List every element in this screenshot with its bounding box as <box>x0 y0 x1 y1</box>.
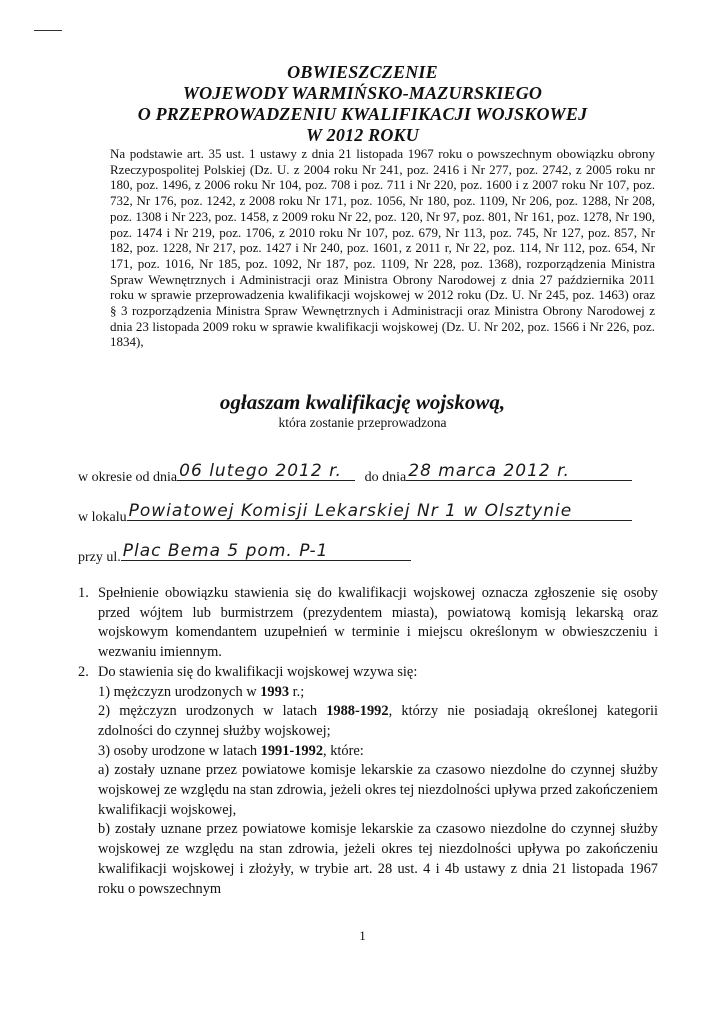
item-text: Spełnienie obowiązku stawienia się do kwalifikacji wojskowej oznacza zgłoszenie się osoby przed wójtem lub burmistrzem (prezydentem miasta), powiatową komisją lekarską oraz wojskowym komendantem uzupełnień w terminie i miejscu określonym w obwieszczeniu i wezwaniu imiennym. <box>98 585 658 661</box>
sub-item-text: , którzy nie posiadają określonej kategorii zdolności do czynnej służby wojskowej; <box>98 703 658 739</box>
legal-preamble <box>110 146 655 350</box>
street-row <box>78 542 411 567</box>
from-date-field <box>177 462 355 481</box>
sub-item-text: 1) mężczyzn urodzonych w <box>98 683 261 700</box>
location-value: Powiatowej Komisji Lekarskiej Nr 1 w Olsztynie <box>128 501 573 521</box>
sub-item-text: , które: <box>323 742 364 759</box>
street-label: przy ul. <box>78 550 121 565</box>
page-number: 1 <box>359 928 366 943</box>
sub-item-years: 1988-1992 <box>326 703 389 720</box>
to-label: do dnia <box>364 470 407 485</box>
item-number: 1. <box>78 585 89 601</box>
header-title: OBWIESZCZENIE <box>287 62 438 82</box>
announcement-title: ogłaszam kwalifikację wojskową, <box>219 390 506 414</box>
street-value: Plac Bema 5 pom. P-1 <box>122 541 329 561</box>
location-field <box>127 502 632 521</box>
announcement-subtitle: która zostanie przeprowadzona <box>278 415 447 430</box>
sub-item-year: 1993 <box>260 683 290 700</box>
location-row <box>78 502 632 527</box>
announcement <box>0 390 725 431</box>
item-number: 2. <box>78 663 89 680</box>
sub-item-years: 1991-1992 <box>260 742 324 759</box>
document-header <box>0 62 725 146</box>
location-label: w lokalu <box>78 510 127 525</box>
preamble-text: Na podstawie art. 35 ust. 1 ustawy z dnia 21 listopada 1967 roku o powszechnym obowiązku obrony Rzeczypospolitej Polskiej (Dz. U. z 2004 roku Nr 241, poz. 2416 i Nr 277, poz. 2742, z 2005 roku nr 180, poz. 1496, z 2006 roku Nr 104, poz. 708 i poz. 711 i Nr 220, poz. 1600 i z 2007 roku Nr 107, poz. 732, Nr 176, poz. 1242, z 2008 roku Nr 171, poz. 1056, Nr 180, poz. 1109, Nr 206, poz. 1288, Nr 208, poz. 1308 i Nr 223, poz. 1458, z 2009 roku Nr 22, poz. 120, Nr 97, poz. 801, Nr 161, poz. 1278, Nr 190, poz. 1474 i Nr 219, poz. 1706, z 2010 roku Nr 107, poz. 679, Nr 113, poz. 745, Nr 127, poz. 857, Nr 182, poz. 1228, Nr 217, poz. 1427 i Nr 240, poz. 1601, z 2011 r, Nr 22, poz. 114, Nr 112, poz. 654, Nr 171, poz. 1016, Nr 185, poz. 1092, Nr 187, poz. 1109, Nr 228, poz. 1368), rozporządzenia Ministra Spraw Wewnętrznych i Administracji oraz Ministra Obrony Narodowej z dnia 27 października 2011 roku w sprawie przeprowadzenia kwalifikacji wojskowej w 2012 roku (Dz. U. Nr 245, poz. 1463) oraz § 3 rozporządzenia Ministra Spraw Wewnętrznych i Administracji oraz Ministra Obrony Narodowej z dnia 23 listopada 2009 roku w sprawie kwalifikacji wojskowej (Dz. U. Nr 202, poz. 1566 i Nr 226, poz. 1834), <box>110 146 655 350</box>
sub-item-3a: a) zostały uznane przez powiatowe komisje lekarskie za czasowo niezdolne do czynnej służby wojskowej ze względu na stan zdrowia, jeżeli okres tej niezdolności upływa przed zakończeniem kwalifikacji wojskowej, <box>98 762 658 818</box>
period-row <box>78 462 632 487</box>
header-subject: O PRZEPROWADZENIU KWALIFIKACJI WOJSKOWEJ <box>137 104 588 124</box>
item-text: Do stawienia się do kwalifikacji wojskowej wzywa się: <box>98 663 418 680</box>
to-date-value: 28 marca 2012 r. <box>408 461 570 481</box>
sub-item-3 <box>98 742 658 762</box>
sub-item-2 <box>98 702 658 741</box>
sub-item-1 <box>98 683 658 703</box>
to-date-field <box>406 462 632 481</box>
list-item-1 <box>78 584 658 663</box>
list-item-2 <box>78 663 658 899</box>
sub-item-3b: b) zostały uznane przez powiatowe komisje lekarskie za czasowo niezdolne do czynnej służby wojskowej ze względu na stan zdrowia, jeżeli okres tej niezdolności upływa po zakończeniu kwalifikacji wojskowej i złożyły, w trybie art. 28 ust. 4 i 4b ustawy z dnia 21 listopada 1967 roku o powszechnym <box>98 821 658 897</box>
period-label: w okresie od dnia <box>78 470 178 485</box>
from-date-value: 06 lutego 2012 r. <box>179 461 342 481</box>
sub-item-text: 3) osoby urodzone w latach <box>98 742 261 759</box>
header-year: W 2012 ROKU <box>306 125 419 145</box>
street-field <box>121 542 411 561</box>
header-issuer: WOJEWODY WARMIŃSKO-MAZURSKIEGO <box>182 83 543 103</box>
sub-item-text: r.; <box>289 683 305 700</box>
corner-mark <box>34 30 62 31</box>
document-body <box>78 584 658 899</box>
sub-item-text: 2) mężczyzn urodzonych w latach <box>98 703 327 720</box>
